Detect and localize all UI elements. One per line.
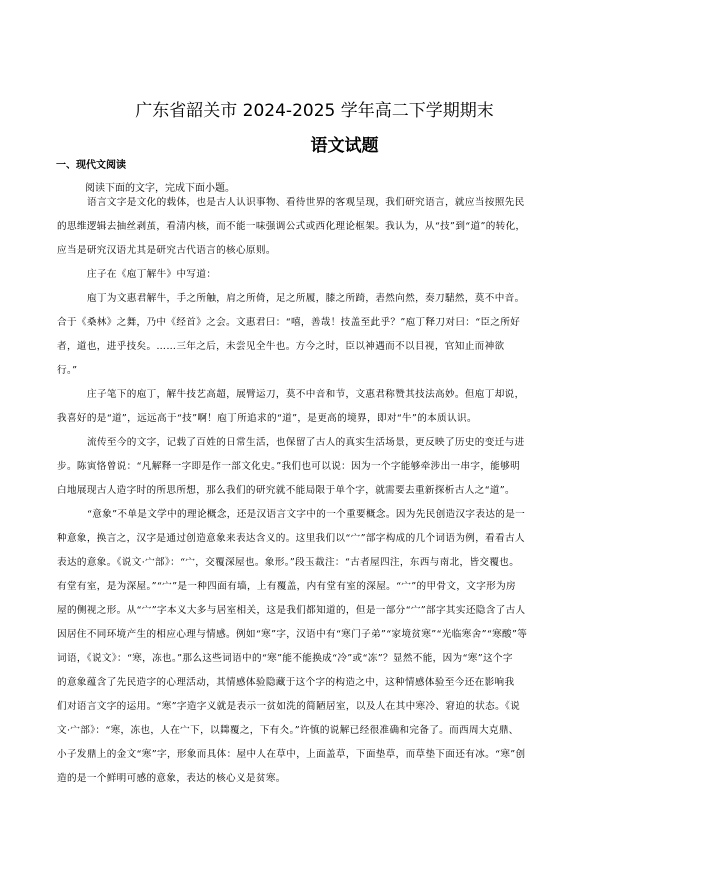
passage-line: “意象”不单是文学中的理论概念，还是汉语言文字中的一个重要概念。因为先民创造汉字表达的是一 <box>87 509 526 520</box>
passage-line: 白地展现古人造字时的所思所想，那么我们的研究就不能局限于单个字，就需要去重新探析古人之“道”。 <box>57 485 515 496</box>
document-title: 广东省韶关市 2024-2025 学年高二下学期期末 <box>135 101 494 121</box>
passage-line: 我喜好的是“道”，远远高于“技”啊！庖丁所追求的“道”，是更高的境界，即对“牛”的本质认识。 <box>57 413 477 424</box>
passage-line: 小子发鼎上的金文“寒”字，形象而具体：屋中人在草中，上面盖草，下面垫草，而草垫下面还有冰。“寒”创 <box>57 749 526 760</box>
passage-line: 种意象，换言之，汉字是通过创造意象来表达含义的。这里我们以“宀”部字构成的几个词语为例，看看古人 <box>57 533 525 544</box>
reading-instruction: 阅读下面的文字，完成下面小题。 <box>85 183 235 194</box>
passage-line: 的思维逻辑去抽丝剥茧，看清内核，而不能一味强调公式或西化理论框架。我认为，从“技”到“道”的转化， <box>57 221 526 232</box>
passage-line: 庄子笔下的庖丁，解牛技艺高超，展臂运刀，莫不中音和节，文惠君称赞其技法高妙。但庖丁却说， <box>87 389 525 400</box>
passage-line: 因居住不同环境产生的相应心理与情感。例如“寒”字，汉语中有“寒门子弟”“家境贫寒”“光临寒舍”“寒酸”等 <box>57 629 528 640</box>
document-subtitle: 语文试题 <box>310 136 379 156</box>
passage-line: 词语，《说文》：“寒，冻也。”那么这些词语中的“寒”能不能换成“冷”或“冻”？显然不能，因为“寒”这个字 <box>57 653 513 664</box>
passage-line: 造的是一个鲜明可感的意象，表达的核心义是贫寒。 <box>57 773 286 784</box>
passage-line: 表达的意象。《说文·宀部》：“宀，交覆深屋也。象形。”段玉裁注：“古者屋四注，东西与南北，皆交覆也。 <box>57 557 520 568</box>
passage-line: 步。陈寅恪曾说：“凡解释一字即是作一部文化史。”我们也可以说：因为一个字能够牵涉出一串字，能够明 <box>57 461 521 472</box>
section-heading: 一、现代文阅读 <box>56 160 126 171</box>
passage-line: 流传至今的文字，记载了百姓的日常生活，也保留了古人的真实生活场景，更反映了历史的变迁与进 <box>87 437 525 448</box>
passage-line: 合于《桑林》之舞，乃中《经首》之会。文惠君曰：“嘻，善哉！技盖至此乎？”庖丁释刀对曰：“臣之所好 <box>57 317 521 328</box>
passage-line: 语言文字是文化的载体，也是古人认识事物、看待世界的客观呈现，我们研究语言，就应当按照先民 <box>87 197 525 208</box>
passage-line: 庖丁为文惠君解牛，手之所触，肩之所倚，足之所履，膝之所踦，砉然向然，奏刀騞然，莫不中音。 <box>87 293 525 304</box>
passage-line: 应当是研究汉语尤其是研究古代语言的核心原则。 <box>57 245 276 256</box>
passage-line: 有堂有室，是为深屋。”“宀”是一种四面有墙，上有覆盖，内有堂有室的深屋。“宀”的甲骨文，文字形为房 <box>57 581 516 592</box>
passage-line: 行。” <box>57 365 78 376</box>
passage-line: 庄子在《庖丁解牛》中写道： <box>87 269 217 280</box>
passage-line: 者，道也，进乎技矣。……三年之后，未尝见全牛也。方今之时，臣以神遇而不以目视，官知止而神欲 <box>57 341 505 352</box>
passage-line: 文·宀部》：“寒，冻也，人在宀下，以茻覆之，下有仌。”许慎的说解已经很准确和完备了。而西周大克鼎、 <box>57 725 519 736</box>
passage-line: 的意象蕴含了先民造字的心理活动，其情感体验隐藏于这个字的构造之中，这种情感体验至今还在影响我 <box>57 677 515 688</box>
passage-line: 屋的侧视之形。从“宀”字本义大多与居室相关，这是我们都知道的，但是一部分“宀”部字其实还隐含了古人 <box>57 605 526 616</box>
passage-line: 们对语言文字的运用。“寒”字造字义就是表示一贫如洗的简陋居室，以及人在其中寒冷、窘迫的状态。《说 <box>57 701 521 712</box>
